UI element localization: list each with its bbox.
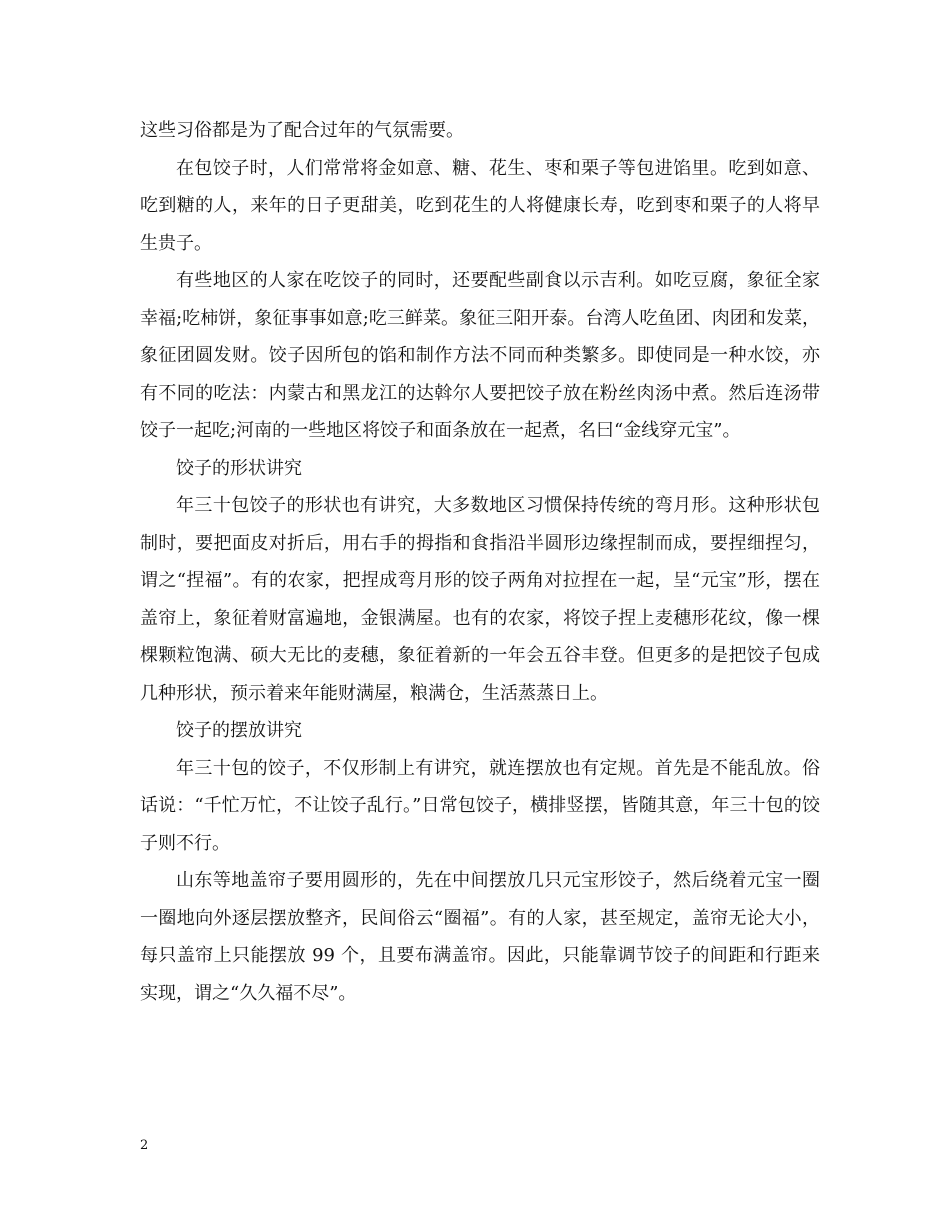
document-body bbox=[140, 112, 820, 1012]
paragraph-arrangement-rules: 年三十包的饺子，不仅形制上有讲究，就连摆放也有定规。首先是不能乱放。俗话说：“千忙万忙，不让饺子乱行。”日常包饺子，横排竖摆，皆随其意，年三十包的饺子则不行。 bbox=[140, 757, 820, 854]
paragraph-shape: 年三十包饺子的形状也有讲究，大多数地区习惯保持传统的弯月形。这种形状包制时，要把面皮对折后，用右手的拇指和食指沿半圆形边缘捏制而成，要捏细捏匀，谓之“捏福”。有的农家，把捏成弯月形的饺子两角对拉捏在一起，呈“元宝”形，摆在盖帘上，象征着财富遍地，金银满屋。也有的农家，将饺子捏上麦穗形花纹，像一棵棵颗粒饱满、硕大无比的麦穗，象征着新的一年会五谷丰登。但更多的是把饺子包成几种形状，预示着来年能财满屋，粮满仓，生活蒸蒸日上。 bbox=[140, 495, 820, 704]
paragraph-intro: 这些习俗都是为了配合过年的气氛需要。 bbox=[140, 120, 464, 141]
page-number: 2 bbox=[140, 1138, 149, 1153]
paragraph-fillings: 在包饺子时，人们常常将金如意、糖、花生、枣和栗子等包进馅里。吃到如意、吃到糖的人，来年的日子更甜美，吃到花生的人将健康长寿，吃到枣和栗子的人将早生贵子。 bbox=[140, 157, 820, 254]
paragraph-shandong-custom: 山东等地盖帘子要用圆形的，先在中间摆放几只元宝形饺子，然后绕着元宝一圈一圈地向外逐层摆放整齐，民间俗云“圈福”。有的人家，甚至规定，盖帘无论大小，每只盖帘上只能摆放 99 个，且要布满盖帘。因此，只能靠调节饺子的间距和行距来实现，谓之“久久福不尽”。 bbox=[140, 870, 820, 1004]
section-heading-arrangement: 饺子的摆放讲究 bbox=[176, 720, 302, 741]
paragraph-side-dishes: 有些地区的人家在吃饺子的同时，还要配些副食以示吉利。如吃豆腐，象征全家幸福;吃柿饼，象征事事如意;吃三鲜菜。象征三阳开泰。台湾人吃鱼团、肉团和发菜，象征团圆发财。饺子因所包的馅和制作方法不同而种类繁多。即使同是一种水饺，亦有不同的吃法：内蒙古和黑龙江的达斡尔人要把饺子放在粉丝肉汤中煮。然后连汤带饺子一起吃;河南的一些地区将饺子和面条放在一起煮，名曰“金线穿元宝”。 bbox=[140, 270, 820, 441]
section-heading-shape: 饺子的形状讲究 bbox=[176, 457, 302, 479]
